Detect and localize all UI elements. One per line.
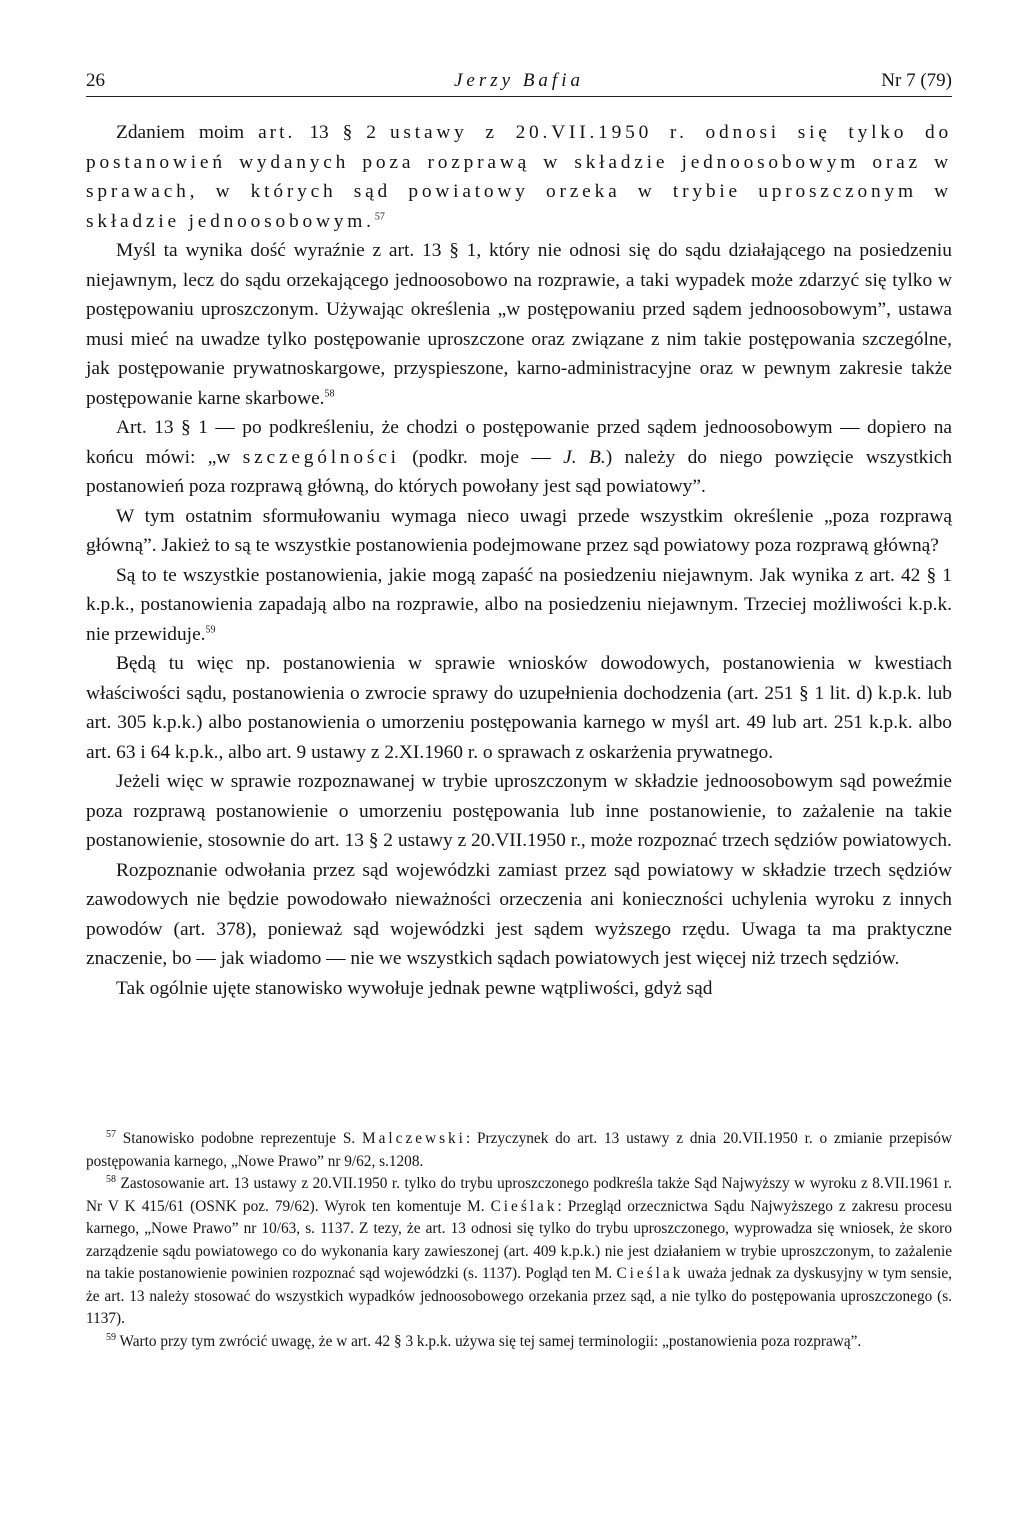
- p1-spaced-text: ustawy z 20.VII.1950 r. odnosi się tylko do postanowień wydanych poza rozprawą w składzie jednoosobowym oraz w sprawach, w których sąd powiatowy orzeka w trybie uproszczonym w składzie jednoosobowym.: [86, 122, 953, 232]
- fn58-author-1: Cieślak: [490, 1197, 558, 1215]
- issue-number: Nr 7 (79): [881, 70, 952, 91]
- footnote-ref-57[interactable]: 57: [374, 211, 385, 223]
- p3-text-e: ) należy do niego powzięcie wszystkich postanowień poza rozprawą główną, do których powołany jest sąd powiatowy”.: [86, 446, 953, 497]
- running-author: Jerzy Bafia: [453, 70, 584, 91]
- page-number: 26: [86, 70, 105, 91]
- p5-text: Są to te wszystkie postanowienia, jakie mogą zapaść na posiedzeniu niejawnym. Jak wynika z art. 42 § 1 k.p.k., postanowienia zapadają albo na rozprawie, albo na posiedzeniu niejawnym. Trzeciej możliwości k.p.k. nie przewiduje.: [86, 564, 952, 645]
- fn59-text: Warto przy tym zwrócić uwagę, że w art. 42 § 3 k.p.k. używa się tej samej terminologii: „postanowienia poza rozprawą”.: [116, 1332, 862, 1350]
- fn57-text-a: Stanowisko podobne reprezentuje S.: [116, 1130, 363, 1147]
- fn58-text-a: Zastosowanie art. 13 ustawy z 20.VII.1950 r. tylko do trybu uproszczonego podkreśla także Sąd Najwyższy w wyroku z 8.VII.1961 r. Nr V K 415/61 (OSNK poz. 79/62). Wyrok ten komentuje M.: [86, 1175, 952, 1215]
- footnotes: [86, 1128, 952, 1353]
- footnote-ref-58[interactable]: 58: [324, 388, 335, 400]
- paragraph-2: [86, 236, 952, 413]
- paragraph-8: Rozpoznanie odwołania przez sąd wojewódzki zamiast przez sąd powiatowy w składzie trzech sędziów zawodowych nie będzie powodowało nieważności orzeczenia ani konieczności uchylenia wyroku z innych powodów (art. 378), ponieważ sąd wojewódzki jest sądem wyższego rzędu. Uwaga ta ma praktyczne znaczenie, bo — jak wiadomo — nie we wszystkich sądach powiatowych jest więcej niż trzech sędziów.: [86, 859, 952, 969]
- paragraph-4: W tym ostatnim sformułowaniu wymaga nieco uwagi przede wszystkim określenie „poza rozprawą główną”. Jakież to są te wszystkie postanowienia podejmowane przez sąd powiatowy poza rozprawą główną?: [86, 505, 952, 556]
- paragraph-1: [86, 118, 952, 236]
- paragraph-5: [86, 561, 952, 650]
- p3-text-c: (podkr. moje —: [399, 446, 564, 468]
- footnote-ref-59[interactable]: 59: [205, 624, 216, 636]
- footnote-58: [86, 1173, 952, 1331]
- fn58-text-c: : Przegląd orzecznictwa Sądu Najwyższego z zakresu procesu karnego, „Nowe Prawo” nr 10/63, s. 1137. Z tezy, że art. 13 odnosi się tylko do trybu uproszczonego, wyprowadza się wniosek, że skoro zarządzenie sądu powiatowego co do wykonania kary zawieszonej (art. 409 k.p.k.) nie jest działaniem w trybie uproszczonym, to zażalenie na takie postanowienie powinien rozpoznać sąd wojewódzki (s. 1137). Pogląd ten M.: [86, 1197, 953, 1282]
- p1-text-b: art.: [258, 122, 296, 143]
- footnote-59: [86, 1331, 952, 1354]
- paragraph-9: Tak ogólnie ujęte stanowisko wywołuje jednak pewne wątpliwości, gdyż sąd: [116, 977, 713, 999]
- running-header: [86, 64, 952, 96]
- footnote-58-number: 58: [106, 1173, 116, 1185]
- fn57-author: Malczewski: [362, 1130, 466, 1147]
- p1-text-a: Zdaniem moim: [116, 122, 259, 143]
- header-rule: [86, 96, 952, 97]
- p3-text-a: Art. 13 § 1 — po podkreśleniu, że chodzi o postępowanie przed sądem jednoosobowym — dopiero na końcu mówi: „w: [86, 417, 952, 468]
- footnote-57: [86, 1128, 952, 1173]
- footnote-57-number: 57: [106, 1128, 116, 1140]
- main-text: [86, 118, 952, 1003]
- fn58-author-2: Cieślak: [616, 1265, 684, 1282]
- paragraph-3: [86, 413, 952, 502]
- footnote-59-number: 59: [106, 1331, 116, 1343]
- p2-text: Myśl ta wynika dość wyraźnie z art. 13 § 1, który nie odnosi się do sądu działającego na posiedzeniu niejawnym, lecz do sądu orzekającego jednoosobowo na rozprawie, a taki wypadek może zdarzyć się tylko w postępowaniu uproszczonym. Używając określenia „w postępowaniu przed sądem jednoosobowym”, ustawa musi mieć na uwadze tylko postępowanie uproszczone oraz związane z nim takie postępowania szczególne, jak postępowanie prywatnoskargowe, przyspieszone, karno-administracyjne oraz w pewnym zakresie także postępowanie karne skarbowe.: [86, 240, 952, 409]
- paragraph-7: Jeżeli więc w sprawie rozpoznawanej w trybie uproszczonym w składzie jednoosobowym sąd poweźmie poza rozprawą postanowienie o umorzeniu postępowania lub inne postanowienie, to zażalenie na takie postanowienie, stosownie do art. 13 § 2 ustawy z 20.VII.1950 r., może rozpoznać trzech sędziów powiatowych.: [86, 771, 952, 851]
- p3-spaced-text: szczególności: [242, 446, 400, 468]
- paragraph-6: Będą tu więc np. postanowienia w sprawie wniosków dowodowych, postanowienia w kwestiach właściwości sądu, postanowienia o zwrocie sprawy do uzupełnienia dochodzenia (art. 251 § 1 lit. d) k.p.k. lub art. 305 k.p.k.) albo postanowienia o umorzeniu postępowania karnego w myśl art. 49 lub art. 251 k.p.k. albo art. 63 i 64 k.p.k., albo art. 9 ustawy z 2.XI.1960 r. o sprawach z oskarżenia prywatnego.: [86, 653, 952, 763]
- fn58-text-e: uważa jednak za dyskusyjny w tym sensie, że art. 13 należy stosować do wszystkich wypadków jednoosobowego orzekania przez sąd, a nie tylko do postępowania uproszczonego (s. 1137).: [86, 1265, 952, 1327]
- fn57-text-c: : Przyczynek do art. 13 ustawy z dnia 20.VII.1950 r. o zmianie przepisów postępowania karnego, „Nowe Prawo” nr 9/62, s.1208.: [86, 1130, 952, 1170]
- p3-initials: J. B.: [563, 446, 606, 468]
- p1-text-c: 13 § 2: [295, 122, 390, 143]
